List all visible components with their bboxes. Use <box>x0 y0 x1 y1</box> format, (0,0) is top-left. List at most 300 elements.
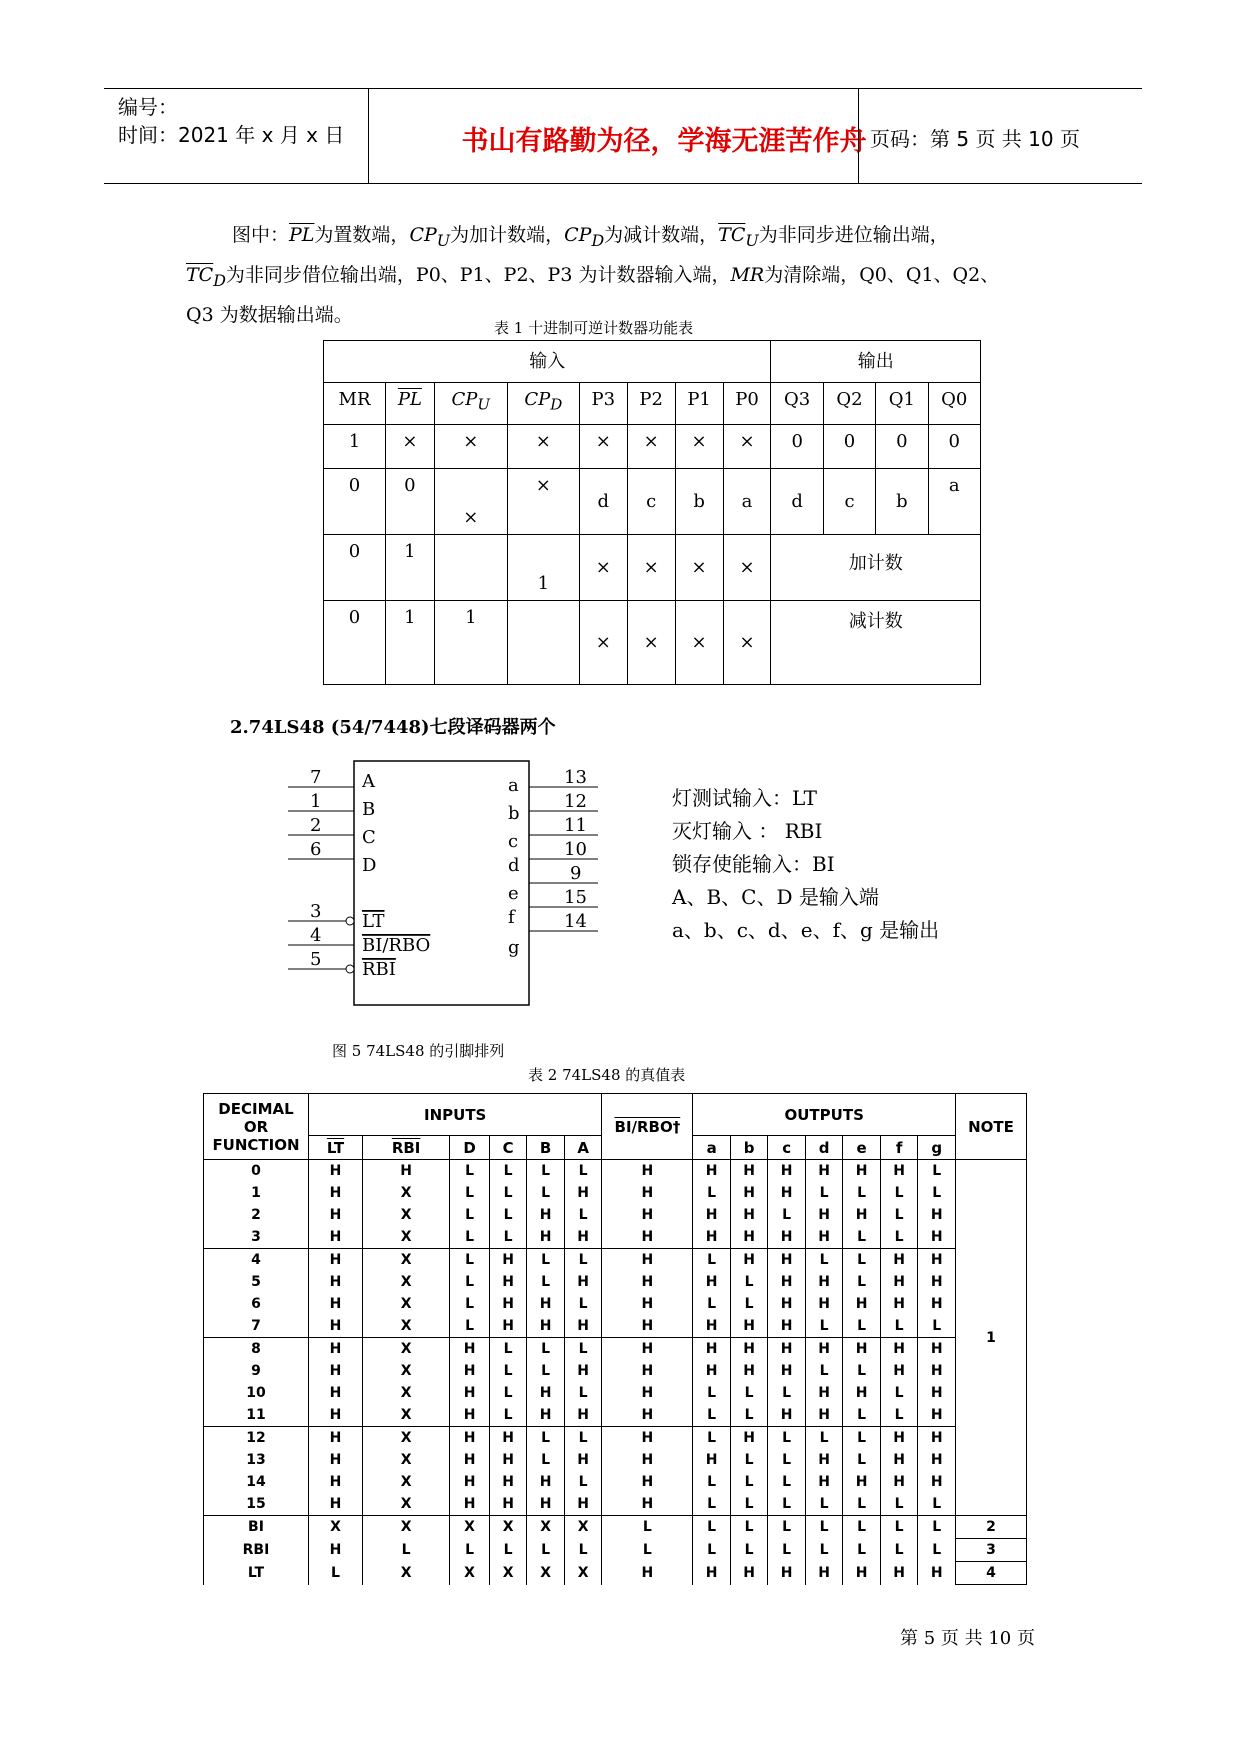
cell: H <box>730 1562 768 1585</box>
cell: H <box>602 1315 693 1338</box>
col-cpd-label: CP <box>524 389 551 410</box>
inverter-bubble <box>346 965 354 973</box>
pin-number: 15 <box>564 887 587 908</box>
cell: 1 <box>324 425 386 469</box>
note-cell: 2 <box>956 1516 1027 1539</box>
cell: L <box>564 1293 602 1315</box>
cell: X <box>363 1471 450 1493</box>
cell: H <box>880 1271 918 1293</box>
cell: L <box>489 1226 527 1249</box>
table-row <box>204 1315 1027 1338</box>
cell: H <box>602 1427 693 1450</box>
cell: H <box>918 1404 956 1427</box>
cell: H <box>805 1160 843 1183</box>
cell: H <box>880 1293 918 1315</box>
cell: × <box>579 535 627 601</box>
cell: L <box>730 1271 768 1293</box>
cell: H <box>450 1471 490 1493</box>
cell: L <box>880 1516 918 1539</box>
col-pl: $\overline{PL}$ <box>386 383 435 425</box>
cell: H <box>880 1338 918 1361</box>
cell: L <box>693 1182 731 1204</box>
table-row <box>204 1427 1027 1450</box>
cell: L <box>450 1204 490 1226</box>
cell <box>434 535 507 601</box>
cell: H <box>309 1471 363 1493</box>
cell: H <box>564 1226 602 1249</box>
cell: H <box>768 1360 806 1382</box>
cell: H <box>309 1493 363 1516</box>
cell: H <box>730 1226 768 1249</box>
cpu-sub: U <box>436 230 451 250</box>
cell: × <box>434 425 507 469</box>
cell: L <box>918 1539 956 1562</box>
cell: L <box>843 1226 881 1249</box>
cell: H <box>768 1271 806 1293</box>
cell: H <box>918 1382 956 1404</box>
row-label: 5 <box>204 1271 309 1293</box>
cell: L <box>564 1382 602 1404</box>
cell: H <box>564 1404 602 1427</box>
row-label: 10 <box>204 1382 309 1404</box>
counter-function-table <box>323 340 981 685</box>
cell: H <box>309 1271 363 1293</box>
pin-number: 4 <box>310 925 322 946</box>
cell: H <box>450 1449 490 1471</box>
cell: × <box>579 425 627 469</box>
table-row <box>204 1471 1027 1493</box>
cell: 0 <box>876 425 928 469</box>
cell: H <box>693 1449 731 1471</box>
cell: H <box>693 1315 731 1338</box>
intro-text: 为减计数端， <box>604 224 719 246</box>
time-label: 时间：2021 年 x 月 x 日 <box>118 123 345 147</box>
cell: X <box>450 1516 490 1539</box>
cell: L <box>730 1449 768 1471</box>
cell: H <box>918 1204 956 1226</box>
cell: L <box>843 1271 881 1293</box>
cell: H <box>843 1338 881 1361</box>
cell: H <box>843 1204 881 1226</box>
cell: L <box>918 1493 956 1516</box>
cpd-symbol: CP <box>564 224 592 246</box>
cell: H <box>309 1160 363 1183</box>
pin-name: LT <box>362 911 385 932</box>
cell: × <box>386 425 435 469</box>
cell: H <box>918 1471 956 1493</box>
cell: H <box>805 1338 843 1361</box>
row-label: 0 <box>204 1160 309 1183</box>
col-cpu-sub: U <box>477 395 491 414</box>
cell: H <box>918 1271 956 1293</box>
cell: 0 <box>386 469 435 535</box>
pin-number: 2 <box>310 815 322 836</box>
cell: X <box>363 1338 450 1361</box>
cell: H <box>730 1315 768 1338</box>
cell: L <box>805 1539 843 1562</box>
cell: H <box>880 1449 918 1471</box>
intro-text: 为非同步借位输出端，P0、P1、P2、P3 为计数器输入端， <box>225 263 731 286</box>
header-left <box>118 93 368 149</box>
pin-number: 12 <box>564 791 587 812</box>
cell: L <box>527 1539 565 1562</box>
cell: L <box>450 1226 490 1249</box>
table-row <box>204 1160 1027 1183</box>
col-note: NOTE <box>956 1094 1027 1160</box>
pin-description: a、b、c、d、e、f、g 是输出 <box>672 918 940 942</box>
col-c: C <box>489 1136 527 1160</box>
cell: c <box>823 469 875 535</box>
cell: L <box>805 1427 843 1450</box>
cell: L <box>450 1293 490 1315</box>
cell: H <box>489 1315 527 1338</box>
cell: L <box>602 1516 693 1539</box>
col-a: A <box>564 1136 602 1160</box>
cell: H <box>880 1160 918 1183</box>
pin-number: 14 <box>564 911 587 932</box>
cpd-sub: D <box>591 230 605 250</box>
col-cpu-label: CP <box>451 389 478 410</box>
intro-text: 为加计数端， <box>450 224 565 246</box>
cell: L <box>489 1404 527 1427</box>
output-group-header: 输出 <box>771 341 981 383</box>
cell: X <box>363 1449 450 1471</box>
cell: L <box>880 1382 918 1404</box>
cell: H <box>730 1338 768 1361</box>
cell: L <box>693 1382 731 1404</box>
cell: X <box>363 1293 450 1315</box>
row-label: 9 <box>204 1360 309 1382</box>
cell: L <box>730 1293 768 1315</box>
cell: H <box>693 1562 731 1585</box>
cell: X <box>363 1182 450 1204</box>
cell: H <box>602 1271 693 1293</box>
col-decimal: DECIMAL OR FUNCTION <box>204 1094 309 1160</box>
cell: L <box>768 1449 806 1471</box>
cell: L <box>527 1360 565 1382</box>
pin-number: 1 <box>310 791 322 812</box>
cpu-symbol: CP <box>409 224 437 246</box>
header-page-label: 页码：第 5 页 共 10 页 <box>870 127 1080 151</box>
col-mr: MR <box>324 383 386 425</box>
cell: H <box>602 1338 693 1361</box>
cell: L <box>843 1516 881 1539</box>
cell: × <box>723 535 771 601</box>
cell: H <box>918 1226 956 1249</box>
cell: H <box>805 1382 843 1404</box>
cell: X <box>527 1516 565 1539</box>
cell: H <box>918 1249 956 1272</box>
cell: × <box>627 535 675 601</box>
table-row <box>324 469 981 535</box>
cell: H <box>730 1249 768 1272</box>
header-motto: 书山有路勤为径，学海无涯苦作舟 <box>461 126 867 157</box>
cell: L <box>693 1493 731 1516</box>
cell: H <box>309 1182 363 1204</box>
cell: 0 <box>823 425 875 469</box>
cell: H <box>918 1427 956 1450</box>
cell: H <box>564 1271 602 1293</box>
col-out-g: g <box>918 1136 956 1160</box>
cell: X <box>363 1493 450 1516</box>
cell: H <box>602 1360 693 1382</box>
row-label: 11 <box>204 1404 309 1427</box>
cell: H <box>602 1449 693 1471</box>
chip-pinout-diagram <box>288 755 618 1015</box>
cell: L <box>730 1404 768 1427</box>
cell: L <box>805 1249 843 1272</box>
tcd-symbol: $\overline{TC}$ <box>186 263 214 286</box>
cell: H <box>489 1427 527 1450</box>
cell: H <box>602 1249 693 1272</box>
cell: L <box>693 1471 731 1493</box>
cell: H <box>843 1293 881 1315</box>
inverter-bubble <box>346 917 354 925</box>
cell: H <box>309 1427 363 1450</box>
cell: H <box>309 1204 363 1226</box>
cell: H <box>693 1338 731 1361</box>
cell: H <box>768 1182 806 1204</box>
pin-number: 7 <box>310 767 322 788</box>
cell: H <box>527 1404 565 1427</box>
section-title: 2.74LS48 (54/7448)七段译码器两个 <box>230 717 556 738</box>
cell: X <box>527 1562 565 1585</box>
cell: × <box>579 601 627 685</box>
mr-symbol: MR <box>730 263 765 286</box>
cell: H <box>730 1427 768 1450</box>
row-label: 2 <box>204 1204 309 1226</box>
cell: X <box>363 1315 450 1338</box>
cell: L <box>489 1360 527 1382</box>
table-row <box>204 1271 1027 1293</box>
cell: X <box>564 1562 602 1585</box>
col-outputs: OUTPUTS <box>693 1094 956 1136</box>
cell: H <box>309 1338 363 1361</box>
pin-name: BI/RBO <box>362 935 431 956</box>
cell <box>507 601 579 685</box>
cell: L <box>489 1182 527 1204</box>
tcd-sub: D <box>213 270 226 290</box>
pin-number: 9 <box>570 863 582 884</box>
pin-number: 5 <box>310 949 322 970</box>
col-cpu <box>434 383 507 425</box>
cell: H <box>768 1293 806 1315</box>
pin-name: c <box>508 831 519 852</box>
input-group-header: 输入 <box>324 341 771 383</box>
cell: H <box>564 1182 602 1204</box>
header-divider <box>368 89 369 183</box>
col-q1: Q1 <box>876 383 928 425</box>
cell: L <box>489 1160 527 1183</box>
col-q3: Q3 <box>771 383 823 425</box>
cell: H <box>602 1493 693 1516</box>
cell: H <box>918 1449 956 1471</box>
cell: L <box>918 1315 956 1338</box>
table-row <box>204 1182 1027 1204</box>
table-row <box>204 1516 1027 1539</box>
cell: X <box>309 1516 363 1539</box>
intro-text: 为非同步进位输出端， <box>758 224 949 246</box>
col-b: B <box>527 1136 565 1160</box>
page-footer: 第 5 页 共 10 页 <box>900 1628 1035 1649</box>
table-row <box>204 1249 1027 1272</box>
cell: X <box>489 1516 527 1539</box>
table-row <box>204 1404 1027 1427</box>
cell: d <box>771 469 823 535</box>
row-label: 4 <box>204 1249 309 1272</box>
col-out-c: c <box>768 1136 806 1160</box>
row-label: 6 <box>204 1293 309 1315</box>
row-label: BI <box>204 1516 309 1539</box>
cell: H <box>309 1404 363 1427</box>
cell: H <box>843 1382 881 1404</box>
row-label: 12 <box>204 1427 309 1450</box>
cell: H <box>450 1382 490 1404</box>
cell: × <box>675 425 723 469</box>
table-row <box>204 1293 1027 1315</box>
intro-text: Q3 为数据输出端。 <box>186 303 353 326</box>
cell: H <box>602 1160 693 1183</box>
cell: L <box>880 1315 918 1338</box>
table-row <box>204 1382 1027 1404</box>
cell: L <box>730 1493 768 1516</box>
cell: X <box>363 1360 450 1382</box>
cell: L <box>527 1271 565 1293</box>
cell: H <box>805 1226 843 1249</box>
cell: L <box>489 1204 527 1226</box>
cell: X <box>363 1249 450 1272</box>
pin-name: D <box>362 855 377 876</box>
cell: H <box>805 1562 843 1585</box>
cell: L <box>730 1471 768 1493</box>
col-rbi: $\overline{RBI}$ <box>363 1136 450 1160</box>
pin-number: 6 <box>310 839 322 860</box>
cell: L <box>527 1182 565 1204</box>
cell: 0 <box>324 469 386 535</box>
cell: L <box>730 1539 768 1562</box>
cell: L <box>489 1539 527 1562</box>
cell: b <box>876 469 928 535</box>
cell: L <box>730 1382 768 1404</box>
cell: H <box>805 1449 843 1471</box>
cell: L <box>880 1204 918 1226</box>
cell: H <box>363 1160 450 1183</box>
cell: × <box>675 601 723 685</box>
cell: L <box>564 1539 602 1562</box>
pin-name: g <box>508 937 520 958</box>
table-row <box>204 1539 1027 1562</box>
table-row <box>204 1204 1027 1226</box>
cell: H <box>805 1471 843 1493</box>
cell: H <box>527 1471 565 1493</box>
cell: X <box>363 1404 450 1427</box>
pin-description: 灯测试输入：LT <box>672 786 817 810</box>
pl-symbol: $\overline{PL}$ <box>289 224 315 246</box>
table1-caption: 表 1 十进制可逆计数器功能表 <box>494 319 694 337</box>
header-divider <box>858 89 859 183</box>
cell: L <box>805 1182 843 1204</box>
cell: H <box>918 1338 956 1361</box>
cell: L <box>450 1182 490 1204</box>
cell: × <box>507 469 579 535</box>
cell: 1 <box>386 535 435 601</box>
cell: L <box>564 1160 602 1183</box>
cell: 0 <box>771 425 823 469</box>
cell: L <box>805 1516 843 1539</box>
cell: H <box>805 1293 843 1315</box>
cell: H <box>450 1427 490 1450</box>
cell: H <box>805 1204 843 1226</box>
cell: H <box>489 1271 527 1293</box>
cell: L <box>880 1182 918 1204</box>
cell: L <box>309 1562 363 1585</box>
col-q2: Q2 <box>823 383 875 425</box>
page-header <box>104 88 1142 184</box>
cell: H <box>768 1249 806 1272</box>
cell: H <box>730 1182 768 1204</box>
pin-name: b <box>508 803 520 824</box>
cell: H <box>489 1471 527 1493</box>
cell: H <box>880 1249 918 1272</box>
cell: L <box>768 1204 806 1226</box>
cell: H <box>918 1360 956 1382</box>
pin-description: 灭灯输入 ： RBI <box>672 819 823 843</box>
intro-text: 为置数端， <box>314 224 410 246</box>
pin-name: f <box>508 907 515 928</box>
cell: H <box>880 1427 918 1450</box>
cell: L <box>768 1516 806 1539</box>
cell: H <box>527 1226 565 1249</box>
cell: L <box>880 1539 918 1562</box>
col-p1: P1 <box>675 383 723 425</box>
cell: L <box>527 1449 565 1471</box>
cell: H <box>309 1539 363 1562</box>
cell: L <box>527 1338 565 1361</box>
cell: H <box>880 1562 918 1585</box>
cell: d <box>579 469 627 535</box>
table-row <box>204 1562 1027 1585</box>
cell: L <box>843 1427 881 1450</box>
cell: c <box>627 469 675 535</box>
table-row <box>204 1360 1027 1382</box>
col-out-b: b <box>730 1136 768 1160</box>
pin-description-list <box>672 782 939 947</box>
table-row <box>204 1493 1027 1516</box>
serial-label: 编号： <box>118 95 178 119</box>
cell: X <box>450 1562 490 1585</box>
cell: a <box>928 469 980 535</box>
cell: H <box>880 1471 918 1493</box>
cell: L <box>843 1449 881 1471</box>
cell: L <box>564 1204 602 1226</box>
cell: L <box>693 1539 731 1562</box>
cell: L <box>843 1182 881 1204</box>
note-cell: 4 <box>956 1562 1027 1585</box>
cell: H <box>768 1562 806 1585</box>
cell: H <box>602 1204 693 1226</box>
cell: L <box>527 1249 565 1272</box>
cell: X <box>363 1562 450 1585</box>
table-row <box>324 425 981 469</box>
row-label: 7 <box>204 1315 309 1338</box>
cell: 0 <box>324 535 386 601</box>
table-row <box>204 1338 1027 1361</box>
cell: L <box>450 1271 490 1293</box>
cell: H <box>918 1562 956 1585</box>
cell: L <box>768 1493 806 1516</box>
cell: × <box>627 425 675 469</box>
cell: L <box>768 1427 806 1450</box>
